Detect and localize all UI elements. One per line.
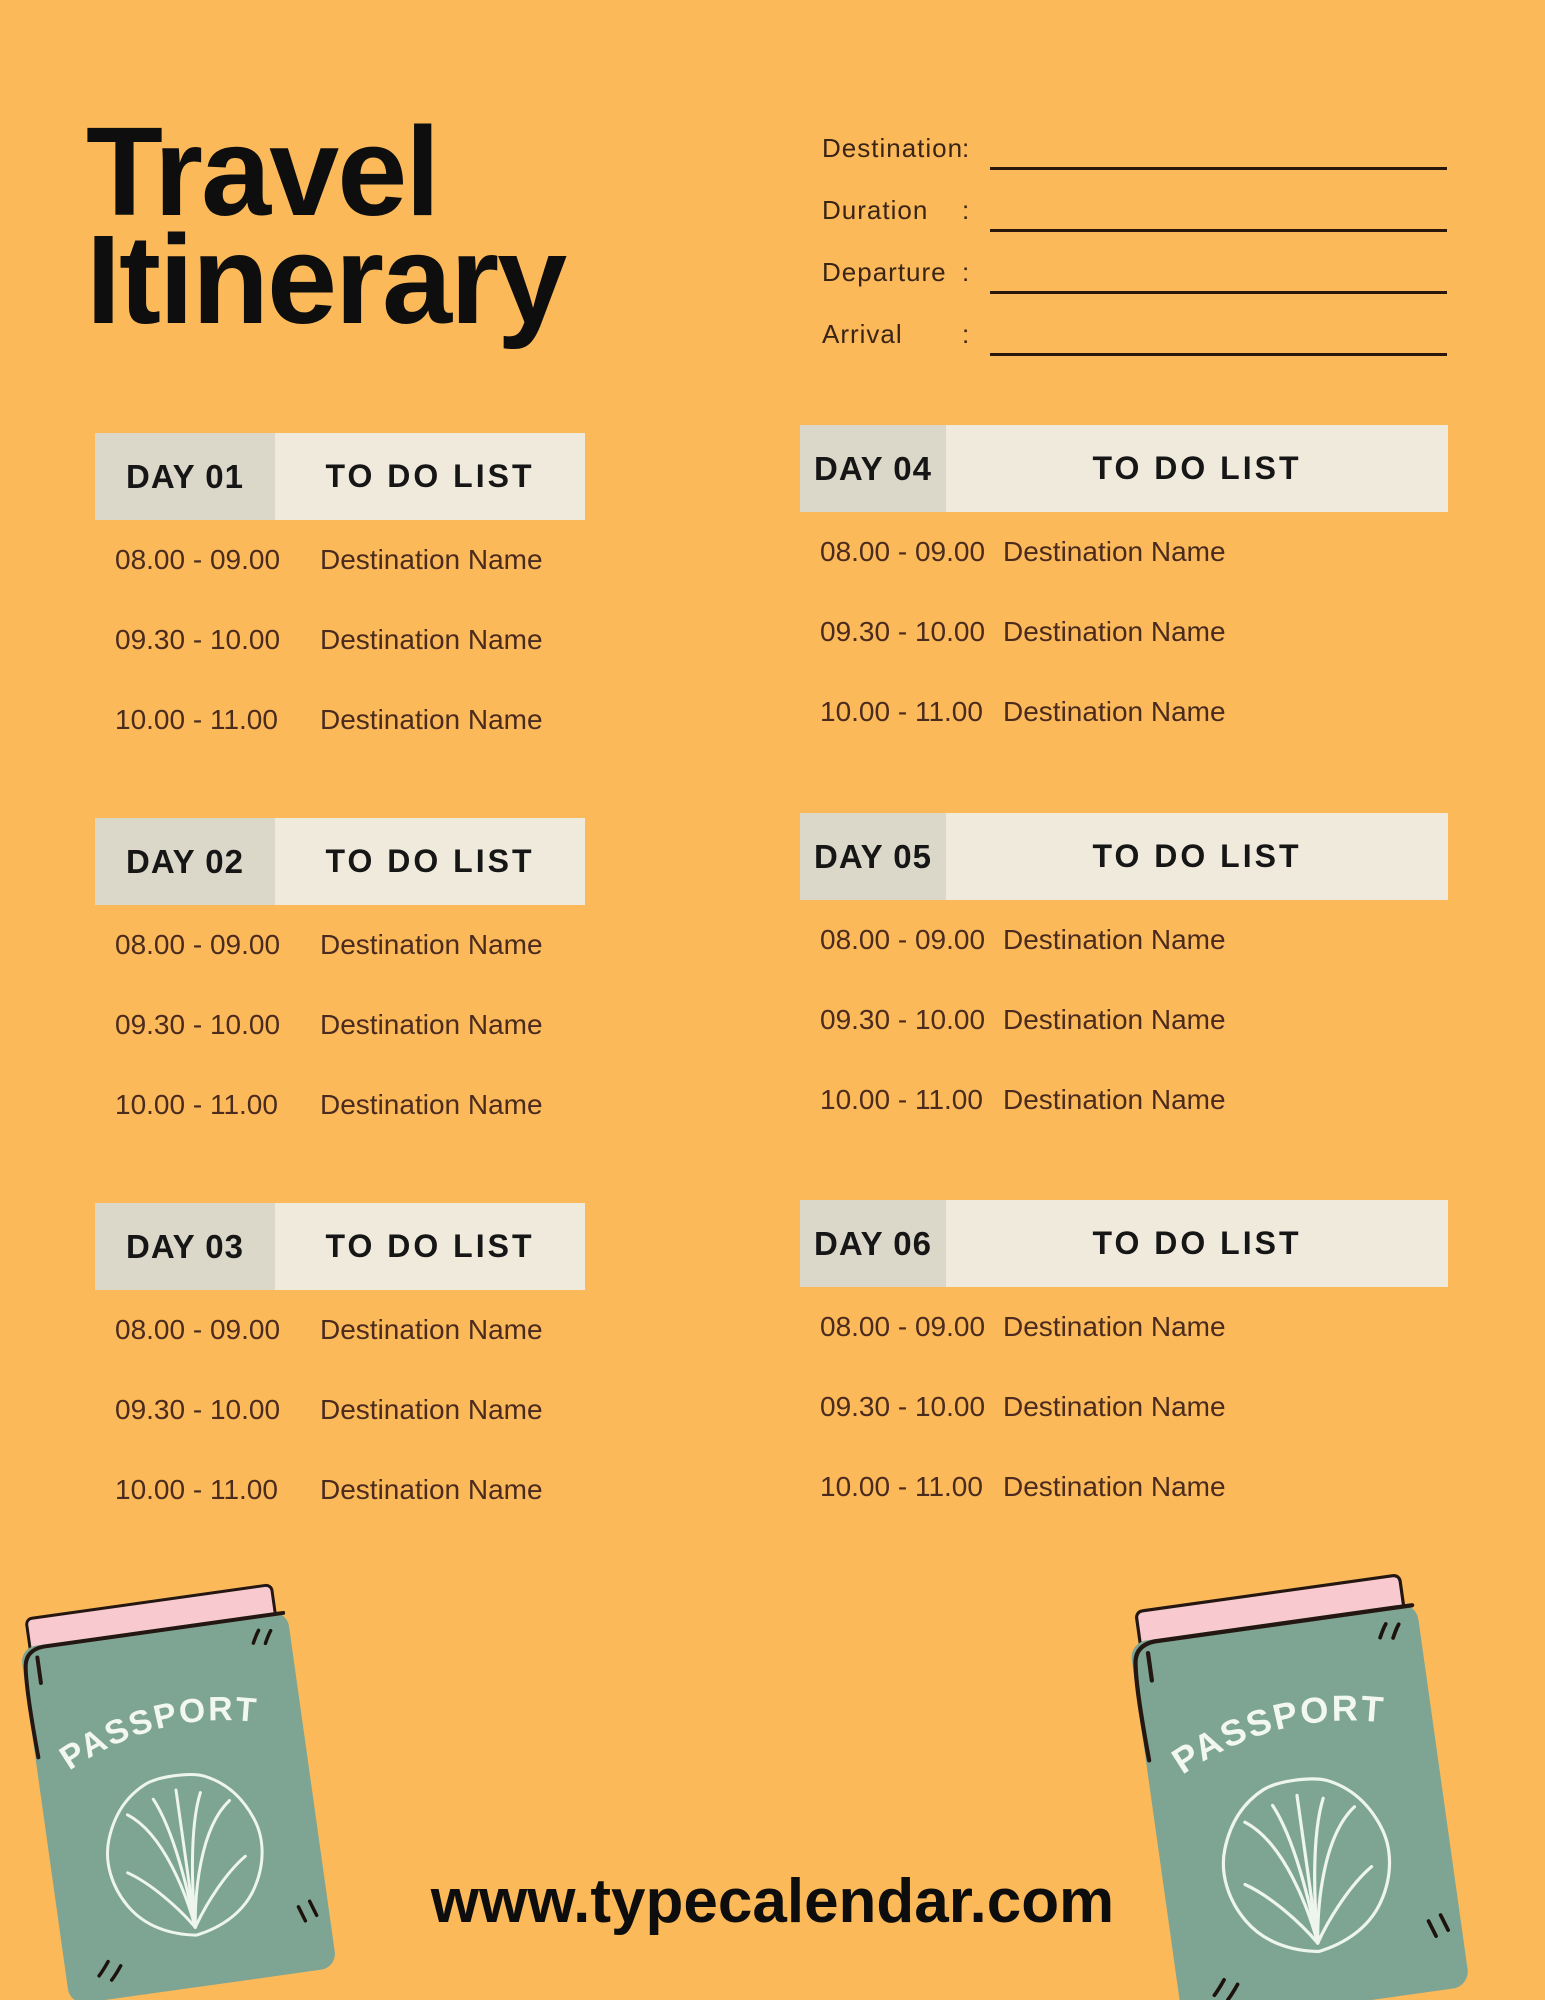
day-04-block bbox=[800, 425, 1448, 752]
slot-time: 09.30 - 10.00 bbox=[820, 1004, 986, 1035]
time-slot-row bbox=[800, 1447, 1448, 1527]
slot-time: 10.00 - 11.00 bbox=[820, 1471, 983, 1502]
day-03-block bbox=[95, 1203, 585, 1530]
day-02-block bbox=[95, 818, 585, 1145]
destination-input-line[interactable] bbox=[990, 133, 1447, 170]
arrival-input-line[interactable] bbox=[990, 319, 1447, 356]
time-slot-row bbox=[800, 1287, 1448, 1367]
slot-time: 08.00 - 09.00 bbox=[820, 924, 986, 955]
day-04-label: DAY 04 bbox=[800, 425, 946, 512]
time-slot-row bbox=[95, 600, 585, 680]
time-slot-row bbox=[95, 985, 585, 1065]
slot-activity: Destination Name bbox=[320, 1474, 543, 1505]
time-slot-row bbox=[95, 1290, 585, 1370]
website-url: www.typecalendar.com bbox=[430, 1867, 1115, 1936]
arrival-label: Arrival bbox=[822, 319, 903, 349]
slot-activity: Destination Name bbox=[320, 1089, 543, 1120]
day-01-header bbox=[95, 433, 585, 520]
day-04-todo-header: TO DO LIST bbox=[946, 425, 1448, 512]
time-slot-row bbox=[95, 680, 585, 760]
slot-time: 08.00 - 09.00 bbox=[115, 929, 281, 960]
day-05-label: DAY 05 bbox=[800, 813, 946, 900]
slot-activity: Destination Name bbox=[1003, 1471, 1226, 1502]
slot-time: 08.00 - 09.00 bbox=[115, 1314, 281, 1345]
day-06-block bbox=[800, 1200, 1448, 1527]
duration-field-row bbox=[822, 195, 1447, 233]
time-slot-row bbox=[800, 980, 1448, 1060]
slot-activity: Destination Name bbox=[1003, 1004, 1226, 1035]
slot-time: 09.30 - 10.00 bbox=[115, 624, 281, 655]
day-06-label: DAY 06 bbox=[800, 1200, 946, 1287]
day-03-label: DAY 03 bbox=[95, 1203, 275, 1290]
day-01-label: DAY 01 bbox=[95, 433, 275, 520]
slot-activity: Destination Name bbox=[320, 624, 543, 655]
day-05-todo-header: TO DO LIST bbox=[946, 813, 1448, 900]
page-title-line2: Itinerary bbox=[86, 209, 566, 350]
slot-activity: Destination Name bbox=[1003, 924, 1226, 955]
time-slot-row bbox=[800, 1367, 1448, 1447]
slot-activity: Destination Name bbox=[320, 1394, 543, 1425]
slot-time: 08.00 - 09.00 bbox=[820, 1311, 986, 1342]
slot-activity: Destination Name bbox=[320, 704, 543, 735]
day-03-todo-header: TO DO LIST bbox=[275, 1203, 585, 1290]
arrival-colon: : bbox=[962, 319, 970, 349]
slot-activity: Destination Name bbox=[320, 1314, 543, 1345]
slot-time: 08.00 - 09.00 bbox=[115, 544, 281, 575]
slot-activity: Destination Name bbox=[1003, 536, 1226, 567]
slot-time: 10.00 - 11.00 bbox=[820, 1084, 983, 1115]
day-05-block bbox=[800, 813, 1448, 1140]
time-slot-row bbox=[95, 1065, 585, 1145]
slot-activity: Destination Name bbox=[1003, 696, 1226, 727]
slot-time: 09.30 - 10.00 bbox=[115, 1009, 281, 1040]
day-02-todo-header: TO DO LIST bbox=[275, 818, 585, 905]
departure-input-line[interactable] bbox=[990, 257, 1447, 294]
time-slot-row bbox=[800, 512, 1448, 592]
departure-field-row bbox=[822, 257, 1447, 295]
day-02-header bbox=[95, 818, 585, 905]
day-06-header bbox=[800, 1200, 1448, 1287]
slot-time: 10.00 - 11.00 bbox=[115, 1474, 278, 1505]
time-slot-row bbox=[800, 672, 1448, 752]
time-slot-row bbox=[800, 592, 1448, 672]
slot-time: 09.30 - 10.00 bbox=[820, 1391, 986, 1422]
trip-info-form bbox=[822, 133, 1447, 381]
slot-time: 08.00 - 09.00 bbox=[820, 536, 986, 567]
time-slot-row bbox=[95, 905, 585, 985]
page-title bbox=[86, 101, 566, 350]
time-slot-row bbox=[800, 900, 1448, 980]
slot-time: 10.00 - 11.00 bbox=[820, 696, 983, 727]
slot-activity: Destination Name bbox=[1003, 1391, 1226, 1422]
passport-label: PASSPORT bbox=[53, 1691, 260, 1778]
day-01-block bbox=[95, 433, 585, 760]
slot-activity: Destination Name bbox=[1003, 1084, 1226, 1115]
slot-activity: Destination Name bbox=[320, 929, 543, 960]
day-03-header bbox=[95, 1203, 585, 1290]
slot-time: 09.30 - 10.00 bbox=[820, 616, 986, 647]
time-slot-row bbox=[95, 1450, 585, 1530]
slot-activity: Destination Name bbox=[1003, 1311, 1226, 1342]
slot-time: 10.00 - 11.00 bbox=[115, 1089, 278, 1120]
time-slot-row bbox=[95, 520, 585, 600]
slot-activity: Destination Name bbox=[320, 1009, 543, 1040]
departure-label: Departure bbox=[822, 257, 947, 287]
duration-input-line[interactable] bbox=[990, 195, 1447, 232]
duration-label: Duration bbox=[822, 195, 929, 225]
slot-time: 09.30 - 10.00 bbox=[115, 1394, 281, 1425]
page-title-line1: Travel bbox=[86, 101, 439, 242]
departure-colon: : bbox=[962, 257, 970, 287]
day-06-todo-header: TO DO LIST bbox=[946, 1200, 1448, 1287]
destination-colon: : bbox=[962, 133, 970, 163]
slot-activity: Destination Name bbox=[320, 544, 543, 575]
day-04-header bbox=[800, 425, 1448, 512]
day-02-label: DAY 02 bbox=[95, 818, 275, 905]
slot-time: 10.00 - 11.00 bbox=[115, 704, 278, 735]
destination-field-row bbox=[822, 133, 1447, 171]
destination-label: Destination bbox=[822, 133, 964, 163]
day-01-todo-header: TO DO LIST bbox=[275, 433, 585, 520]
time-slot-row bbox=[800, 1060, 1448, 1140]
slot-activity: Destination Name bbox=[1003, 616, 1226, 647]
time-slot-row bbox=[95, 1370, 585, 1450]
duration-colon: : bbox=[962, 195, 970, 225]
arrival-field-row bbox=[822, 319, 1447, 357]
passport-label: PASSPORT bbox=[1164, 1687, 1387, 1782]
passport-cover bbox=[1129, 1603, 1470, 2000]
day-05-header bbox=[800, 813, 1448, 900]
